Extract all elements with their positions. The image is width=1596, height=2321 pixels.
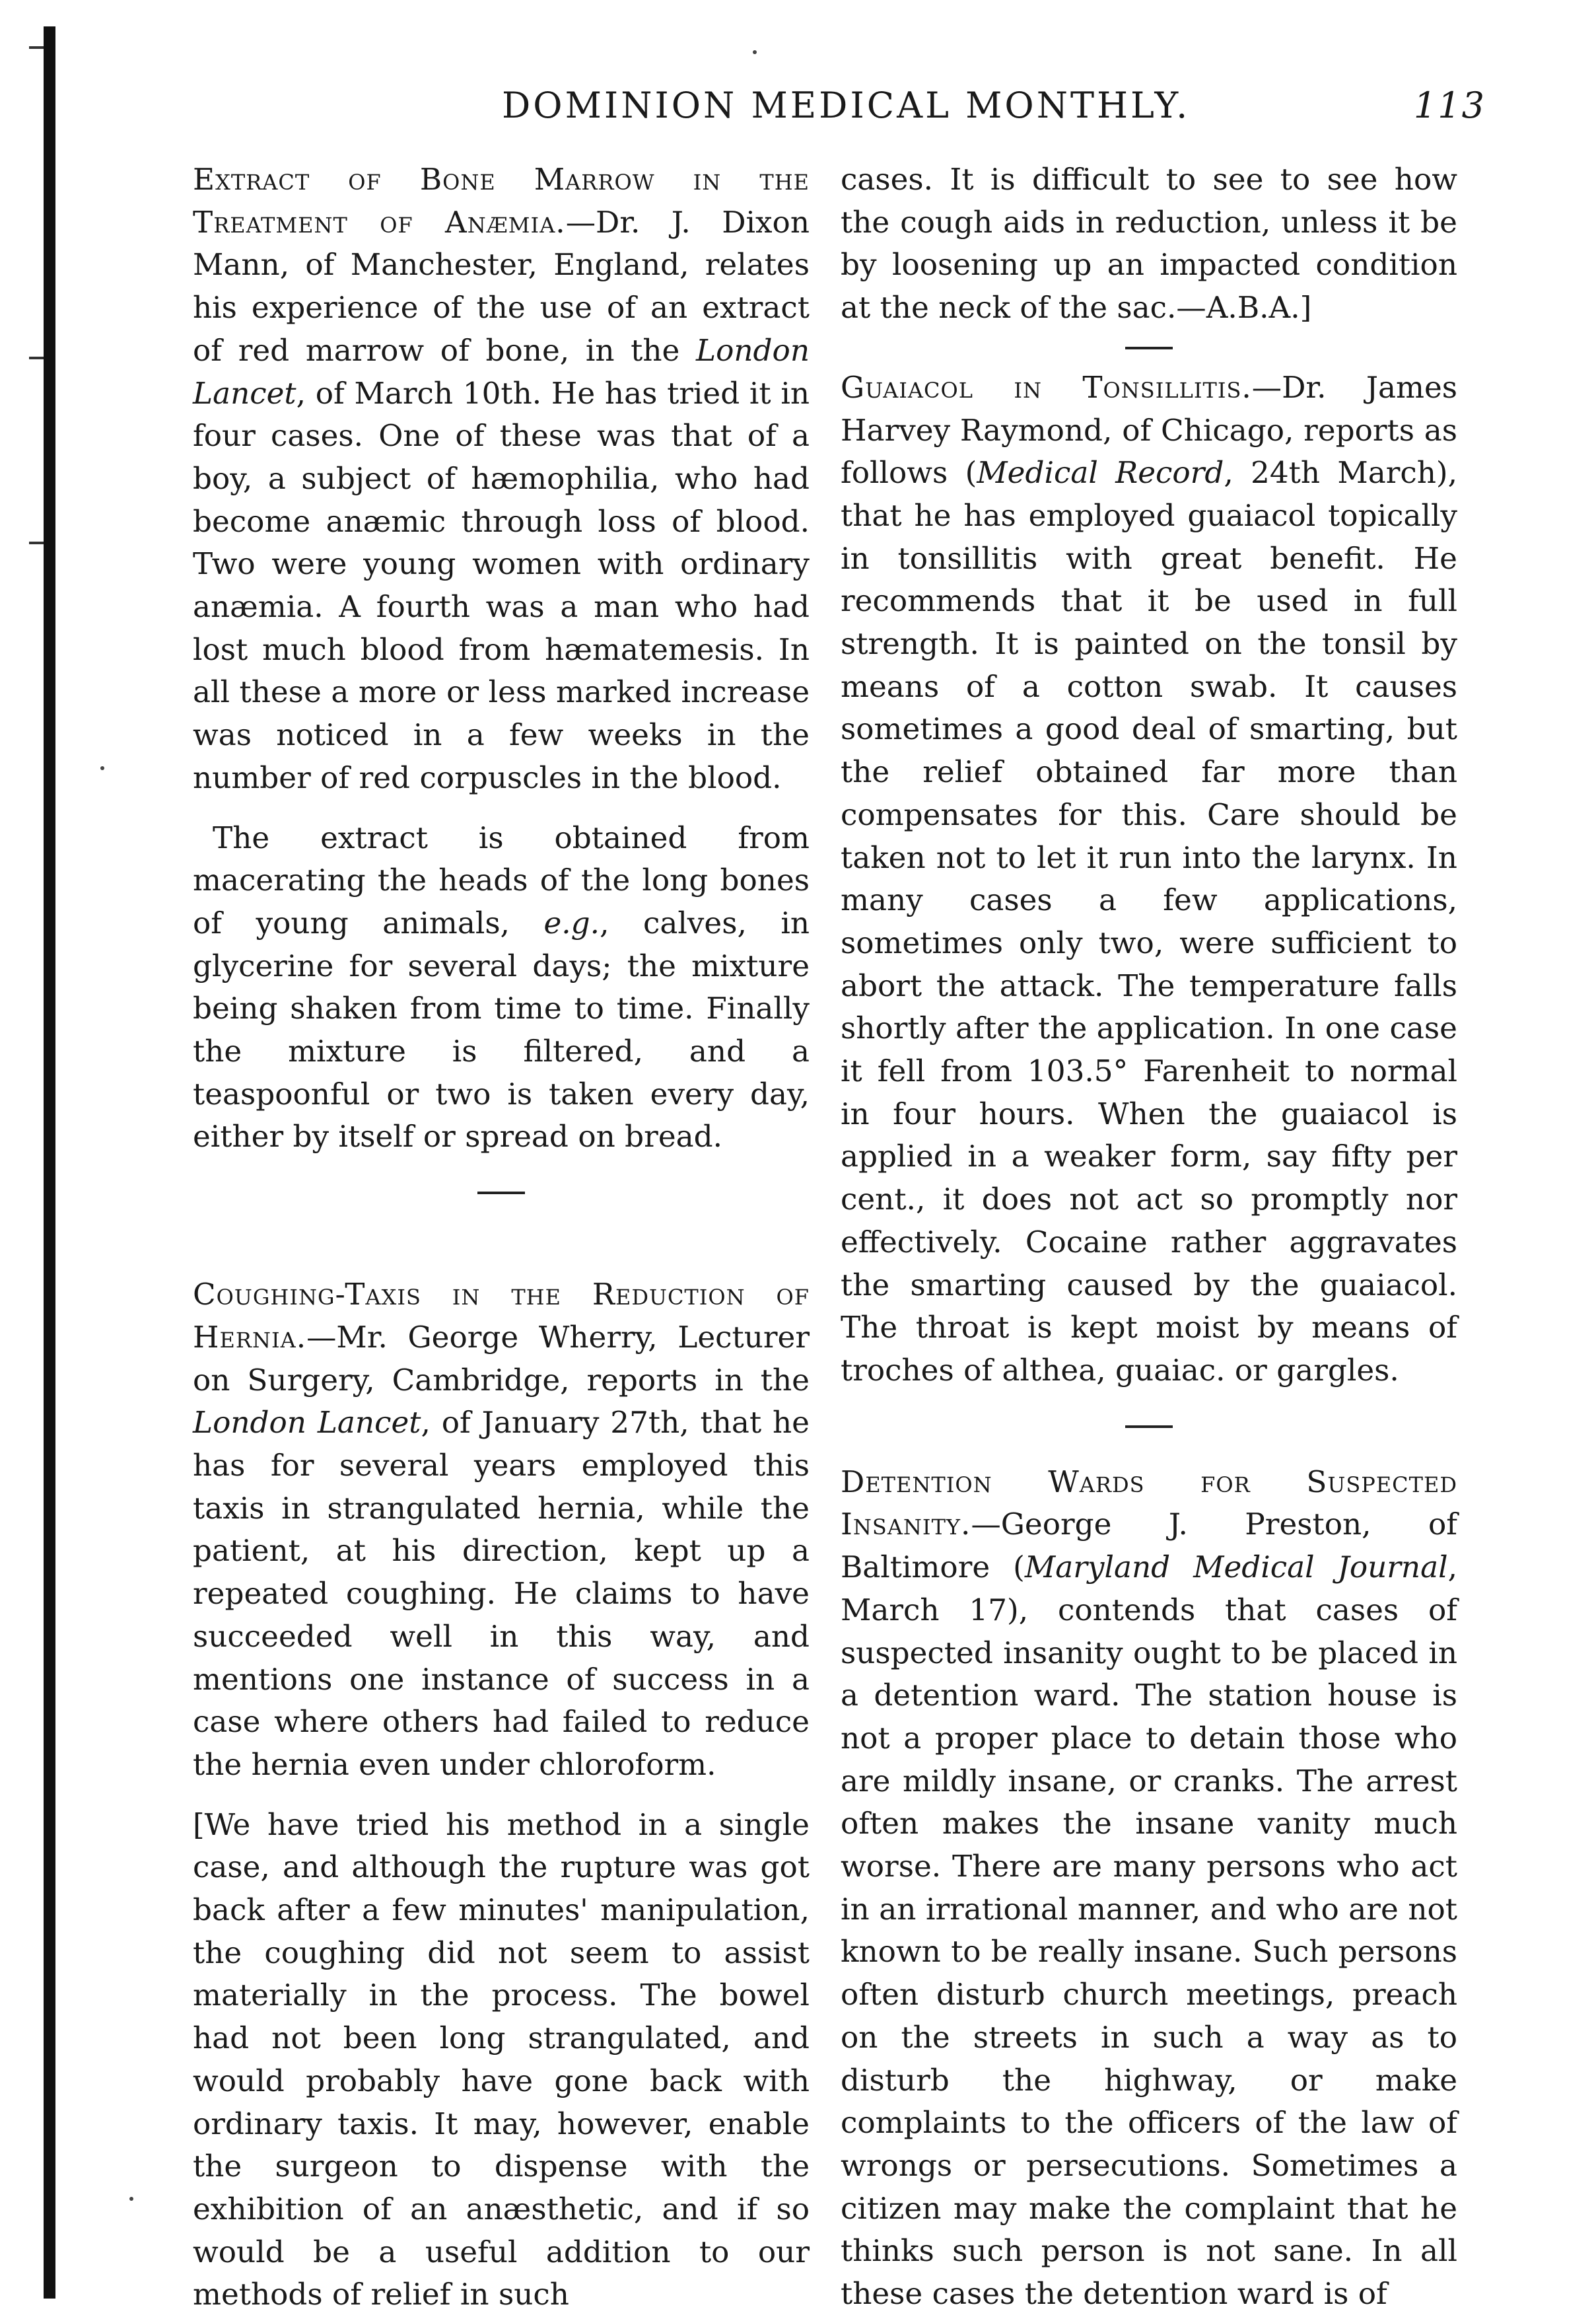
binding-tick [29,542,44,544]
binding-tick [29,46,44,49]
article-paragraph [841,367,1457,1392]
binding-edge-rule [44,26,55,2299]
journal-citation: London Lancet [193,1405,421,1441]
right-column [841,159,1457,2316]
body-text: —Mr. George Wherry, Lecturer on Surgery, Cambridge, reports in the [193,1319,810,1398]
journal-citation: Maryland Medical Journal [1024,1550,1448,1585]
page-speck [129,2197,133,2201]
article-heading: Extract of Bone Marrow in the Treatment of Anæmia. [193,162,810,240]
body-text: —George J. Preston, of Baltimore ( [841,1507,1457,1585]
body-text: —Dr. James Harvey Raymond, of Chicago, reports as follows ( [841,369,1458,491]
article-heading: Detention Wards for Suspected Insanity. [841,1464,1457,1542]
body-text: , calves, in glycerine for several days; the mixture being shaken from time to time. Finally the mixture is filtered, and a teaspoonful or two is taken every day, either by itself or spread on bread. [193,905,810,1155]
article-paragraph [193,1273,810,1786]
journal-title: DOMINION MEDICAL MONTHLY. [502,85,1191,126]
page-speck [753,50,757,54]
journal-citation: London Lancet [193,332,810,411]
article-paragraph [193,817,810,1159]
binding-tick [29,357,44,359]
editorial-note: [We have tried his method in a single case, and although the rupture was got back after a few minutes' manipulation, the coughing did not seem to assist materially in the process. The bowel had not been long strangulated, and would probably have gone back with ordinary taxis. It may, however, enable the surgeon to dispense with the exhibition of an anæsthetic, and if so would be a useful addition to our methods of relief in such [193,1806,810,2312]
body-text: , March 17), contends that cases of suspected insanity ought to be placed in a detention ward. The station house is not a proper place to detain those who are mildly insane, or cranks. The arrest often makes the insane vanity much worse. There are many persons who act in an irrational manner, and who are not known to be really insane. Such persons often disturb church meetings, preach on the streets in such a way as to disturb the highway, or make complaints to the officers of the law of wrongs or persecutions. Sometimes a citizen may make the complaint that he thinks such person is not sane. In all these cases the detention ward is of [841,1550,1457,2312]
article-guaiacol [841,367,1457,1392]
article-bone-marrow [193,159,810,1159]
body-text: The extract is obtained from macerating the heads of the long bones of young animals, [193,820,810,941]
continuation-text: cases. It is difficult to see to see how the cough aids in reduction, unless it be by loosening up an impacted condition at the neck of the sac.—A.B.A.] [841,162,1457,326]
article-heading: Coughing-Taxis in the Reduction of Hernia. [193,1277,810,1355]
journal-citation: Medical Record [977,455,1224,491]
body-text: , of January 27th, that he has for several years employed this taxis in strangulated hernia, while the patient, at his direction, kept up a repeated coughing. He claims to have succeeded well in this way, and mentions one instance of success in a case where others had failed to reduce the hernia even under chloroform. [193,1405,810,1782]
article-coughing-taxis [193,1273,810,2316]
left-column [193,159,810,2316]
running-head [191,85,1486,131]
article-detention-wards [841,1461,1457,2316]
body-text: —Dr. J. Dixon Mann, of Manchester, England, relates his experience of the use of an extract of red marrow of bone, in the [193,204,810,368]
abbreviation: e.g. [543,905,600,941]
article-paragraph [193,159,810,800]
page-speck [100,766,104,770]
page-number: 113 [1413,85,1486,126]
body-text: , of March 10th. He has tried it in four cases. One of these was that of a boy, a subject of hæmophilia, who had become anæmic through loss of blood. Two were young women with ordinary anæmia. A fourth was a man who had lost much blood from hæmatemesis. In all these a more or less marked increase was noticed in a few weeks in the number of red corpuscles in the blood. [193,375,810,795]
article-heading: Guaiacol in Tonsillitis. [841,369,1252,405]
article-paragraph [841,1461,1457,2316]
body-text: , 24th March), that he has employed guaiacol topically in tonsillitis with great benefit. He recommends that it be used in full strength. It is painted on the tonsil by means of a cotton swab. It causes sometimes a good deal of smarting, but the relief obtained far more than compensates for this. Care should be taken not to let it run into the larynx. In many cases a few applications, sometimes only two, were sufficient to abort the attack. The temperature falls shortly after the application. In one case it fell from 103.5° Farenheit to normal in four hours. When the guaiacol is applied in a weaker form, say fifty per cent., it does not act so promptly nor effectively. Cocaine rather aggravates the smarting caused by the guaiacol. The throat is kept moist by means of troches of althea, guaiac. or gargles. [841,455,1457,1388]
